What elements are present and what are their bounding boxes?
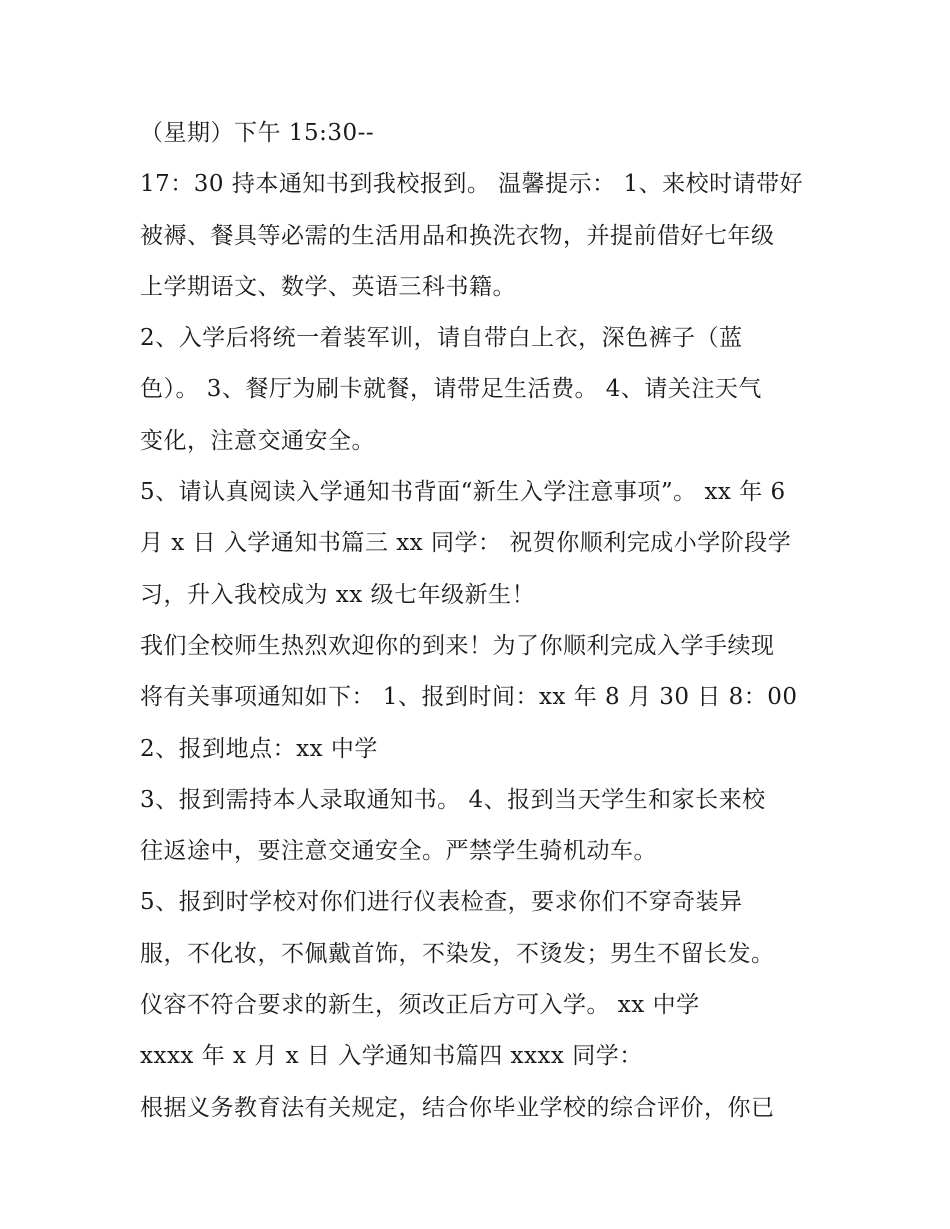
text-line: 将有关事项通知如下： 1、报到时间：xx 年 8 月 30 日 8：00 bbox=[140, 684, 798, 711]
text-line: 习，升入我校成为 xx 级七年级新生！ bbox=[140, 581, 536, 608]
text-line: （星期）下午 15:30-- bbox=[140, 120, 375, 146]
text-line: xxxx 年 x 月 x 日 入学通知书篇四 xxxx 同学： bbox=[140, 1043, 643, 1070]
text-line: 3、报到需持本人录取通知书。 4、报到当天学生和家长来校 bbox=[140, 786, 766, 813]
text-line: 被褥、餐具等必需的生活用品和换洗衣物，并提前借好七年级 bbox=[140, 222, 775, 249]
text-line: 色）。 3、餐厅为刷卡就餐，请带足生活费。 4、请关注天气 bbox=[140, 376, 762, 403]
text-line: 根据义务教育法有关规定，结合你毕业学校的综合评价，你已 bbox=[140, 1094, 775, 1121]
text-line: 服，不化妆，不佩戴首饰，不染发，不烫发；男生不留长发。 bbox=[140, 940, 775, 967]
text-line: 我们全校师生热烈欢迎你的到来！为了你顺利完成入学手续现 bbox=[140, 632, 775, 659]
document-body bbox=[140, 108, 830, 1134]
text-line: 5、请认真阅读入学通知书背面“新生入学注意事项”。 xx 年 6 bbox=[140, 479, 786, 506]
text-line: 月 x 日 入学通知书篇三 xx 同学： 祝贺你顺利完成小学阶段学 bbox=[140, 530, 792, 557]
text-line: 5、报到时学校对你们进行仪表检查，要求你们不穿奇装异 bbox=[140, 889, 743, 916]
text-line: 上学期语文、数学、英语三科书籍。 bbox=[140, 273, 516, 300]
text-line: 仪容不符合要求的新生，须改正后方可入学。 xx 中学 bbox=[140, 992, 700, 1019]
text-line: 变化，注意交通安全。 bbox=[140, 427, 375, 454]
text-line: 17：30 持本通知书到我校报到。 温馨提示： 1、来校时请带好 bbox=[140, 171, 804, 198]
text-line: 2、入学后将统一着装军训，请自带白上衣，深色裤子（蓝 bbox=[140, 325, 743, 352]
text-line: 2、报到地点：xx 中学 bbox=[140, 735, 378, 762]
text-line: 往返途中，要注意交通安全。严禁学生骑机动车。 bbox=[140, 838, 657, 865]
